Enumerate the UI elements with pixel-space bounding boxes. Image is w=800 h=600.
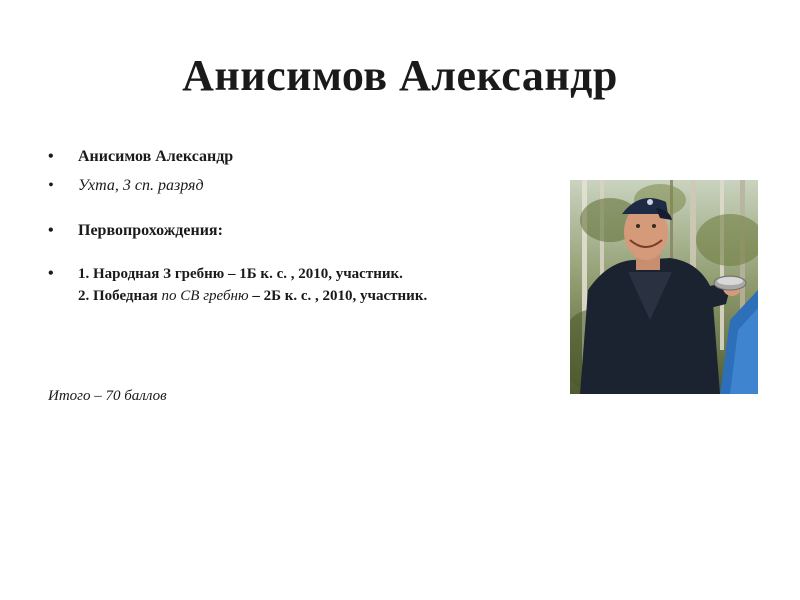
bullet-routes (48, 263, 568, 307)
route-1: 1. Народная З гребню – 1Б к. с. , 2010, участник. (78, 266, 403, 282)
athlete-photo (570, 180, 758, 394)
route-2-end: – 2Б к. с. , 2010, участник. (248, 288, 428, 304)
bullet-marker: • (48, 148, 54, 165)
total-score: Итого – 70 баллов (48, 388, 167, 404)
route-2-start: 2. Победная (78, 288, 162, 304)
bullet-marker: • (48, 265, 54, 282)
bullet-marker: • (48, 222, 54, 239)
route-2 (78, 285, 568, 307)
slide-title: Анисимов Александр (182, 51, 618, 100)
athlete-name: Анисимов Александр (78, 148, 234, 165)
bullet-first-ascents (48, 220, 568, 242)
bullet-name (48, 146, 568, 168)
route-2-italic: по СВ гребню (161, 288, 249, 304)
bullet-marker: • (48, 177, 54, 194)
bullet-city-rank (48, 175, 568, 197)
athlete-photo-image (570, 180, 758, 394)
first-ascents-heading: Первопрохождения: (78, 222, 223, 239)
bullet-list (48, 146, 568, 307)
city-rank-text: Ухта, 3 сп. разряд (78, 177, 204, 194)
